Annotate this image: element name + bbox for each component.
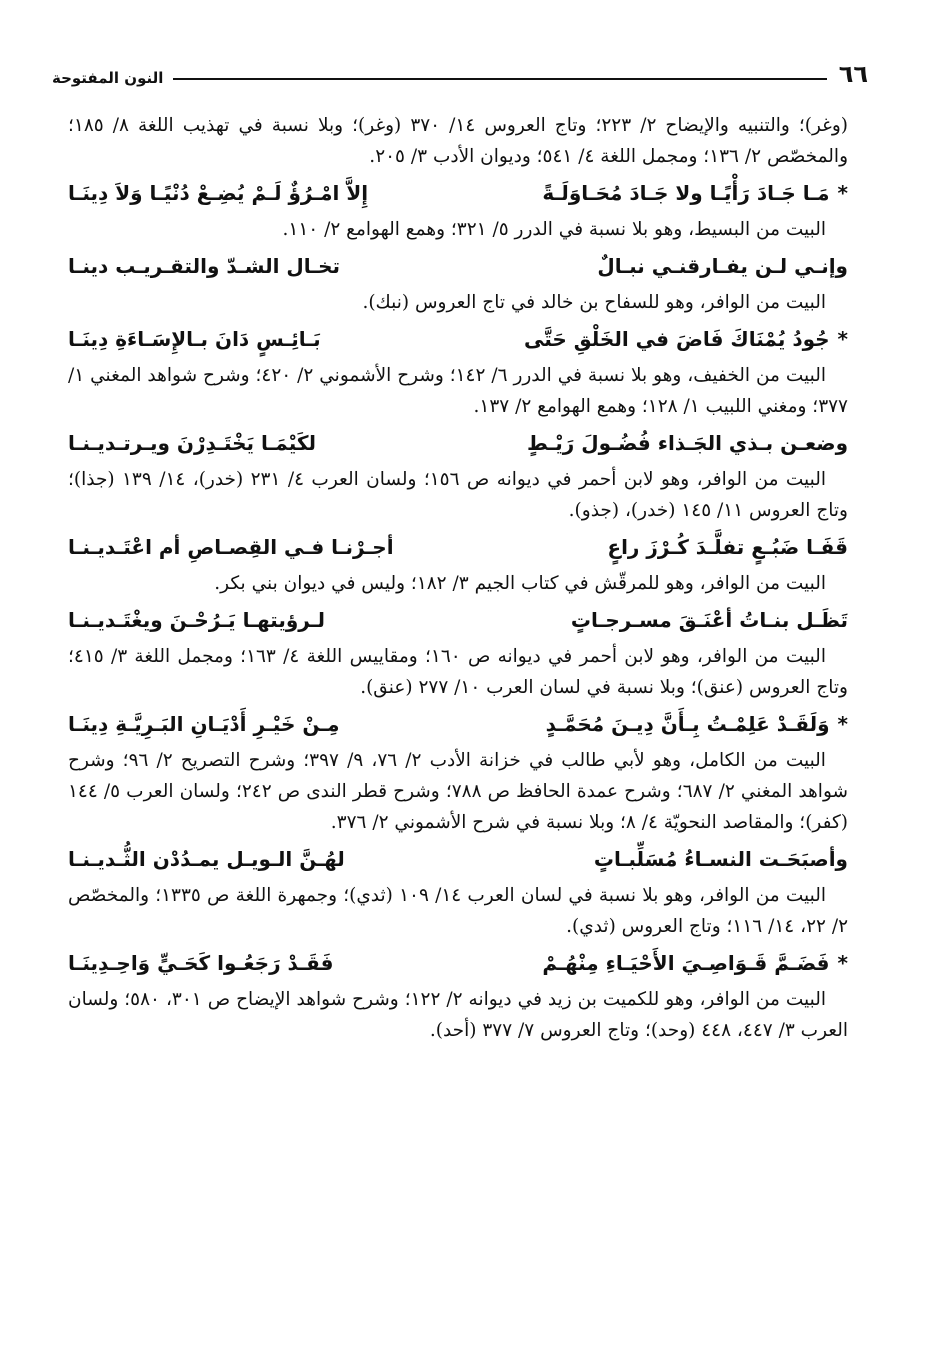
asterisk-icon: * (837, 327, 848, 351)
poetry-verse (68, 599, 848, 641)
hemistich-text: وضعـن بـذي الجَـذاء فُضُـولَ رَيْـطٍ (526, 431, 848, 455)
hemistich-text: قَفَـا ضَبُـعٍ تفلَّـدَ كُـرْزَ راعٍ (607, 535, 848, 559)
verse-first-hemistich (597, 245, 848, 287)
hemistich-text: مَـا جَـادَ رَأْيًـا ولا جَـادَ مُحَـاوَلَـةً (542, 181, 830, 205)
poetry-verse (68, 703, 848, 745)
note-line: التصريح ٢/ ٩٦؛ وشرح شواهد المغني ٢/ ٦٨٧؛ وشرح عمدة الحافظ ص ٧٨٨؛ وشرح (68, 750, 848, 802)
source-note (68, 287, 848, 318)
hemistich-text: أجـرْنـا فـي القِصـاصِ أم اعْتَـديـنـا (68, 535, 394, 559)
note-line: البيت من الوافر، وهو للسفاح بن خالد في تاج العروس (نبك). (362, 292, 826, 313)
source-note (68, 745, 848, 838)
source-note (68, 641, 848, 703)
poetry-verse (68, 838, 848, 880)
running-title: النون المفتوحة (52, 69, 164, 87)
source-note (68, 110, 848, 172)
note-line: ص ١٣٣٥؛ والمخصّص ٢/ ٢٢، ١٤/ ١١٦؛ وتاج العروس (ثدي). (68, 885, 848, 937)
verse-second-hemistich (68, 526, 394, 568)
source-note (68, 360, 848, 422)
hemistich-text: فَقَـدْ رَجَعُـوا كَحَـيٍّ وَاحِـدِينَـا (68, 951, 334, 975)
verse-first-hemistich (527, 422, 848, 464)
verse-second-hemistich (68, 172, 368, 214)
note-line: (خدر)، ١٤/ ١٣٩ (جذا)؛ وتاج العروس ١١/ ١٤٥ (خدر)، (جذو). (68, 469, 848, 521)
hemistich-text: لـرؤيتهـا يَـرُحْـنَ ويغْتَـديـنـا (68, 608, 326, 632)
asterisk-icon: * (837, 951, 848, 975)
verse-first-hemistich (594, 838, 848, 880)
poetry-verse (68, 422, 848, 464)
hemistich-text: جُودُ يُمْنَاكَ فَاضَ في الخَلْقِ حَتَّى (523, 327, 830, 351)
hemistich-text: لهُـنَّ الـويـل يمـدُدْن الثُّـديـنـا (68, 847, 345, 871)
hemistich-text: وَلَقَـدْ عَلِمْـتُ بِـأَنَّ دِيـنَ مُحَمَّـدٍ (545, 712, 830, 736)
verse-first-hemistich (546, 703, 848, 745)
note-line: البيت من الوافر، وهو لابن أحمر في ديوانه ص ١٥٦؛ ولسان العرب ٤/ ٢٣١ (250, 469, 826, 490)
hemistich-text: فَضَـمَّ قَـوَاصِـيَ الأَحْيَـاءِ مِنْهُـمْ (542, 951, 830, 975)
poetry-verse (68, 245, 848, 287)
note-line: البيت من الكامل، وهو لأبي طالب في خزانة الأدب ٢/ ٧٦، ٩/ ٣٩٧؛ وشرح (248, 750, 826, 771)
hemistich-text: تَظَـل بنـاتُ أعْنَـقَ مسـرجـاتٍ (570, 608, 848, 632)
hemistich-text: وأصبَحَـت النسـاءُ مُسَلِّبـاتٍ (593, 847, 848, 871)
hemistich-text: لكَيْمَـا يَخْتَـدِرْنَ ويـرتـديـنـا (68, 431, 317, 455)
page-body (68, 110, 848, 1046)
verse-second-hemistich (68, 838, 345, 880)
poetry-verse (68, 172, 848, 214)
poetry-verse (68, 526, 848, 568)
verse-second-hemistich (68, 942, 333, 984)
verse-first-hemistich (542, 172, 848, 214)
page-number: ٦٦ (838, 60, 868, 88)
verse-second-hemistich (68, 599, 325, 641)
asterisk-icon: * (837, 181, 848, 205)
note-line: البيت من الوافر، وهو لابن أحمر في ديوانه ص ١٦٠؛ ومقاييس اللغة ٤/ ١٦٣؛ (240, 646, 826, 667)
hemistich-text: بَـائِـسٍ دَانَ بـالإِسَـاءَةِ دِينَـا (68, 327, 321, 351)
asterisk-icon: * (837, 712, 848, 736)
source-note (68, 568, 848, 599)
hemistich-text: مِـنْ خَيْـرِ أَدْيَـانِ البَـرِيَّـةِ دِينَـا (68, 712, 340, 736)
verse-first-hemistich (542, 942, 848, 984)
verse-first-hemistich (524, 318, 848, 360)
hemistich-text: إِلاَّ امْـرُؤٌ لَـمْ يُضِـعْ دُنْيًـا وَلاَ دِينَـا (68, 181, 369, 205)
poetry-verse (68, 942, 848, 984)
poetry-verse (68, 318, 848, 360)
source-note (68, 880, 848, 942)
header-rule (173, 78, 826, 80)
note-line: قطر الندى ص ٢٤٢؛ ولسان العرب ٥/ ١٤٤ (كفر)؛ والمقاصد النحويّة ٤/ ٨؛ وبلا نسبة (68, 781, 848, 833)
page-header (52, 52, 868, 86)
verse-second-hemistich (68, 318, 321, 360)
verse-second-hemistich (68, 703, 340, 745)
verse-second-hemistich (68, 245, 340, 287)
source-note (68, 984, 848, 1046)
hemistich-text: تخـال الشـدّ والتقـريـب دينـا (68, 254, 341, 278)
note-line: في شرح الأشموني ٢/ ٣٧٦. (330, 812, 541, 833)
verse-first-hemistich (571, 599, 848, 641)
note-line: البيت من الوافر، وهو للمرقّش في كتاب الجيم ٣/ ١٨٢؛ وليس في ديوان بني بكر. (214, 573, 826, 594)
note-line: وشرح شواهد المغني ١/ ٣٧٧؛ ومغني اللبيب ١/ ١٢٨؛ وهمع الهوامع ٢/ ١٣٧. (68, 365, 848, 417)
note-line: ومجمل اللغة ٣/ ٤١٥؛ وتاج العروس (عنق)؛ وبلا نسبة في لسان العرب ١٠/ ٢٧٧ (عنق). (68, 646, 848, 698)
verse-first-hemistich (607, 526, 848, 568)
hemistich-text: وإنـي لـن يفـارقنـي نبـالٌ (597, 254, 848, 278)
note-line: البيت من البسيط، وهو بلا نسبة في الدرر ٥/ ٣٢١؛ وهمع الهوامع ٢/ ١١٠. (282, 219, 826, 240)
note-line: البيت من الوافر، وهو بلا نسبة في لسان العرب ١٤/ ١٠٩ (ثدي)؛ وجمهرة اللغة (235, 885, 826, 906)
verse-second-hemistich (68, 422, 316, 464)
note-line: (وغر)؛ والتنبيه والإيضاح ٢/ ٢٢٣؛ وتاج العروس ١٤/ ٣٧٠ (وغر)؛ وبلا نسبة في تهذيب (182, 115, 848, 136)
note-line: اللغة ٨/ ١٨٥؛ والمخصّص ٢/ ١٣٦؛ ومجمل اللغة ٤/ ٥٤١؛ وديوان الأدب ٣/ ٢٠٥. (68, 115, 848, 167)
source-note (68, 464, 848, 526)
note-line: البيت من الخفيف، وهو بلا نسبة في الدرر ٦/ ١٤٢؛ وشرح الأشموني ٢/ ٤٢٠؛ (255, 365, 826, 386)
note-line: ص ٣٠١، ٥٨٠؛ ولسان العرب ٣/ ٤٤٧، ٤٤٨ (وحد)؛ وتاج العروس ٧/ ٣٧٧ (أحد). (68, 989, 848, 1041)
source-note (68, 214, 848, 245)
note-line: البيت من الوافر، وهو للكميت بن زيد في ديوانه ٢/ ١٢٢؛ وشرح شواهد الإيضاح (236, 989, 827, 1010)
